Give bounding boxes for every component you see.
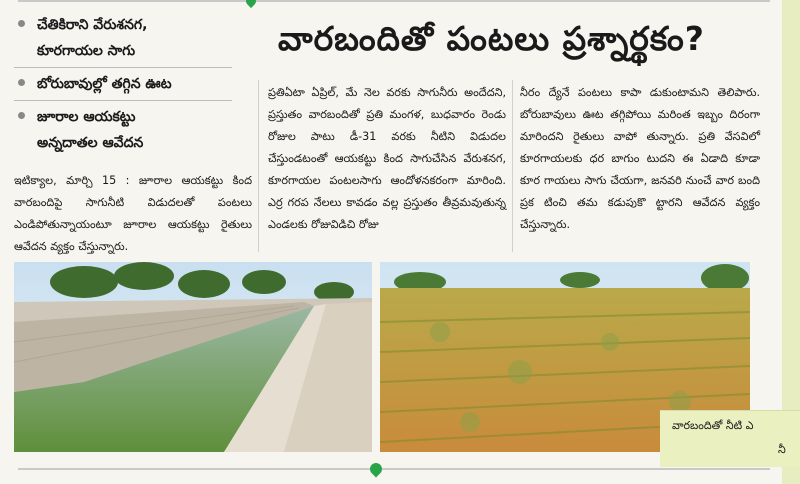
- side-headline-3-line2: అన్నదాతల ఆవేదన: [37, 135, 144, 151]
- side-headline-3-line1: జూరాల ఆయకట్టు: [37, 109, 136, 125]
- page-headline: వారబందితో పంటలు ప్రశ్నార్థకం?: [278, 19, 705, 58]
- article-column-2: ప్రతిఏటా ఏప్రిల్, మే నెల వరకు సాగునీరు అందేదని, ప్రస్తుతం వారబందితో ప్రతి మంగళ, బుధవారం రెండు రోజుల పాటు డీ-31 వరకు నీటిని విడుదల చేస్తుండటంతో ఆయకట్టు కింద సాగుచేసిన వేరుశనగ, కూరగాయల పంటలసాగు ఆందోళనకరంగా మారింది. ఎర్ర గరప నేలలు కావడం వల్ల ప్రస్తుతం తీవ్రమవుతున్న ఎండలకు రోజువిడిచి రోజు: [268, 86, 506, 231]
- canal-photo: [14, 262, 372, 452]
- column-divider: [258, 80, 259, 252]
- leaf-ornament-icon: [368, 461, 385, 478]
- divider: [14, 67, 232, 68]
- side-headline-3: [14, 104, 232, 156]
- side-headline-2-line1: బోరుబావుల్లో తగ్గిన ఊట: [37, 76, 172, 92]
- article-column-3: నీరం ద్యేనే పంటలు కాపా డుకుంటామని తెలిపారు. బోరుబావులు ఊట తగ్గిపోయి మరింత ఇబ్బం దిరంగా మారిందని రైతులు వాపో తున్నారు. ప్రతి వేసవిలో కూరగాయలకు ధర బాగుం టుదని ఈ ఏడాది కూడా కూర గాయలు సాగు చేయగా, జనవరి నుంచే వార బంది ప్రక టించి తమ కడుపుకొ ట్టారని ఆవేదన వ్యక్తం చేస్తున్నారు.: [520, 86, 760, 231]
- caption-line-1: వారబందితో నీటి ఎ: [672, 419, 754, 432]
- caption-line-2: నీ: [778, 443, 786, 456]
- photo-caption: [660, 410, 800, 467]
- bullet-icon: [18, 20, 25, 27]
- divider: [14, 100, 232, 101]
- column-divider: [512, 80, 513, 252]
- side-headline-1-line1: చేతికిరాని వేరుశనగ,: [37, 17, 148, 33]
- bottom-rule: [18, 468, 770, 470]
- side-headlines: [14, 12, 232, 156]
- side-headline-1: [14, 12, 232, 64]
- article-column-1: ఇటిక్యాల, మార్చి 15 : జూరాల ఆయకట్టు కింద వారబందిపై సాగునీటి విడుదలతో పంటలు ఎండిపోతున్నాయంటూ జూరాల ఆయకట్టు రైతులు ఆవేదన వ్యక్తం చేస్తున్నారు.: [14, 174, 252, 253]
- side-headline-1-line2: కూరగాయల సాగు: [37, 43, 136, 59]
- top-rule: [18, 0, 770, 2]
- bullet-icon: [18, 112, 25, 119]
- side-headline-2: [14, 71, 232, 97]
- bullet-icon: [18, 79, 25, 86]
- leaf-ornament-icon: [244, 0, 258, 8]
